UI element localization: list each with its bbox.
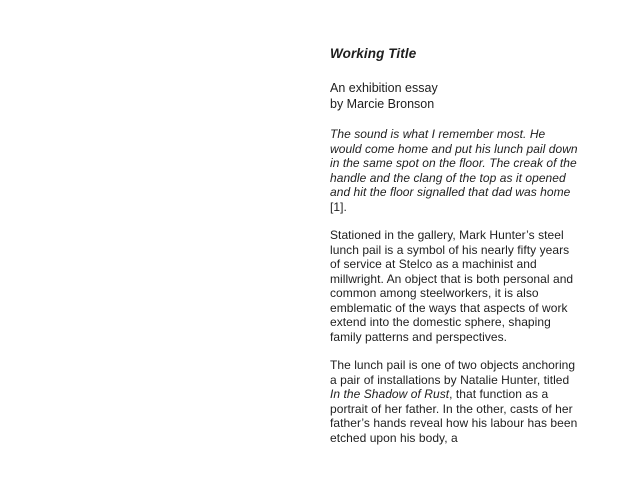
installations-text-before: The lunch pail is one of two objects anchoring a pair of installations by Natalie Hunter, titled <box>330 358 576 387</box>
essay-byline <box>330 80 579 112</box>
opening-quote-text: The sound is what I remember most. He would come home and put his lunch pail down in the same spot on the floor. The creak of the handle and the clang of the top as it opened and hit the floor signalled that dad was home <box>330 127 578 199</box>
artwork-title: In the Shadow of Rust <box>330 387 450 401</box>
opening-quote-paragraph <box>330 127 579 214</box>
paragraph-lunch-pail: Stationed in the gallery, Mark Hunter’s steel lunch pail is a symbol of his nearly fifty years of service at Stelco as a machinist and millwright. An object that is both personal and common among steelworkers, it is also emblematic of the ways that aspects of work extend into the domestic sphere, shaping family patterns and perspectives. <box>330 228 574 344</box>
paragraph-installations <box>330 358 579 445</box>
byline-subtitle: An exhibition essay <box>330 81 438 95</box>
footnote-marker: [1]. <box>330 199 347 214</box>
installations-text-after: , that function as a portrait of her father. In the other, casts of her father’s hands reveal how his labour has been etched upon his body, a <box>330 387 578 445</box>
byline-author: by Marcie Bronson <box>330 97 435 111</box>
essay-text-column <box>330 46 579 445</box>
essay-title: Working Title <box>330 46 417 61</box>
